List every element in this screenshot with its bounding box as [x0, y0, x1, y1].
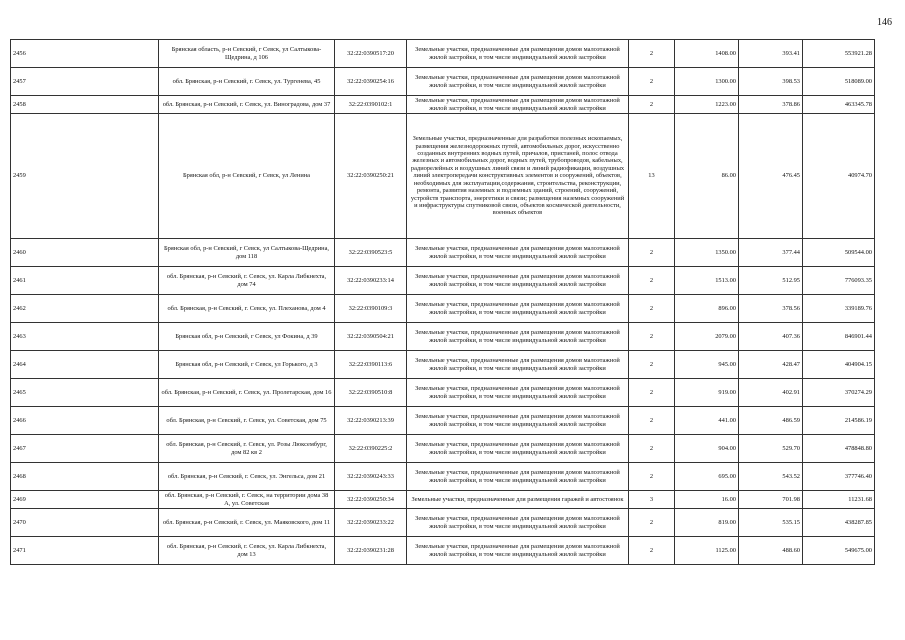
area-cell: 86.00 [675, 114, 739, 239]
area-cell: 16.00 [675, 491, 739, 509]
address-cell: обл. Брянская, р-н Севский, г. Севск, ул. Карла Либкнехта, дом 74 [159, 267, 335, 295]
unit-value-cell: 378.86 [739, 96, 803, 114]
unit-value-cell: 486.59 [739, 407, 803, 435]
land-use-purpose-cell: Земельные участки, предназначенные для размещения домов малоэтажной жилой застройки, в том числе индивидуальной жилой застройки [407, 463, 629, 491]
cadastral-number-cell: 32:22:0390510:8 [335, 379, 407, 407]
unit-value-cell: 529.70 [739, 435, 803, 463]
address-cell: обл. Брянская, р-н Севский, г. Севск, ул. Пролетарская, дом 16 [159, 379, 335, 407]
cadastral-value-cell: 463345.78 [803, 96, 875, 114]
table-row [11, 114, 875, 239]
table-row [11, 295, 875, 323]
area-cell: 2079.00 [675, 323, 739, 351]
unit-value-cell: 488.60 [739, 537, 803, 565]
table-row [11, 491, 875, 509]
use-type-code-cell: 2 [629, 96, 675, 114]
table-row [11, 239, 875, 267]
area-cell: 819.00 [675, 509, 739, 537]
row-number-cell: 2469 [11, 491, 159, 509]
table-row [11, 463, 875, 491]
cadastral-number-cell: 32:22:0390250:34 [335, 491, 407, 509]
use-type-code-cell: 3 [629, 491, 675, 509]
land-use-purpose-cell: Земельные участки, предназначенные для размещения домов малоэтажной жилой застройки, в том числе индивидуальной жилой застройки [407, 407, 629, 435]
address-cell: обл. Брянская, р-н Севский, г. Севск, ул. Карла Либкнехта, дом 13 [159, 537, 335, 565]
row-number-cell: 2467 [11, 435, 159, 463]
unit-value-cell: 378.56 [739, 295, 803, 323]
land-registry-table [10, 39, 875, 565]
address-cell: обл. Брянская, р-н Севский, г. Севск, ул. Виноградова, дом 37 [159, 96, 335, 114]
cadastral-number-cell: 32:22:0390109:3 [335, 295, 407, 323]
cadastral-value-cell: 11231.68 [803, 491, 875, 509]
area-cell: 441.00 [675, 407, 739, 435]
unit-value-cell: 407.36 [739, 323, 803, 351]
row-number-cell: 2456 [11, 40, 159, 68]
cadastral-number-cell: 32:22:0390231:28 [335, 537, 407, 565]
cadastral-value-cell: 846901.44 [803, 323, 875, 351]
table-row [11, 435, 875, 463]
area-cell: 1125.00 [675, 537, 739, 565]
unit-value-cell: 398.53 [739, 68, 803, 96]
area-cell: 1408.00 [675, 40, 739, 68]
cadastral-value-cell: 478848.80 [803, 435, 875, 463]
use-type-code-cell: 13 [629, 114, 675, 239]
row-number-cell: 2457 [11, 68, 159, 96]
row-number-cell: 2463 [11, 323, 159, 351]
cadastral-value-cell: 404904.15 [803, 351, 875, 379]
use-type-code-cell: 2 [629, 40, 675, 68]
area-cell: 1513.00 [675, 267, 739, 295]
table-row [11, 509, 875, 537]
land-use-purpose-cell: Земельные участки, предназначенные для размещения домов малоэтажной жилой застройки, в том числе индивидуальной жилой застройки [407, 509, 629, 537]
cadastral-number-cell: 32:22:0390102:1 [335, 96, 407, 114]
row-number-cell: 2470 [11, 509, 159, 537]
row-number-cell: 2471 [11, 537, 159, 565]
address-cell: обл. Брянская, р-н Севский, г. Севск, ул. Плеханова, дом 4 [159, 295, 335, 323]
cadastral-number-cell: 32:22:0390225:2 [335, 435, 407, 463]
row-number-cell: 2460 [11, 239, 159, 267]
land-use-purpose-cell: Земельные участки, предназначенные для размещения домов малоэтажной жилой застройки, в том числе индивидуальной жилой застройки [407, 40, 629, 68]
cadastral-number-cell: 32:22:0390233:22 [335, 509, 407, 537]
cadastral-number-cell: 32:22:0390504:21 [335, 323, 407, 351]
address-cell: обл. Брянская, р-н Севский, г. Севск, на территории дома 38 А, ул. Советская [159, 491, 335, 509]
area-cell: 1300.00 [675, 68, 739, 96]
row-number-cell: 2458 [11, 96, 159, 114]
cadastral-value-cell: 377746.40 [803, 463, 875, 491]
area-cell: 945.00 [675, 351, 739, 379]
row-number-cell: 2465 [11, 379, 159, 407]
cadastral-value-cell: 518089.00 [803, 68, 875, 96]
use-type-code-cell: 2 [629, 323, 675, 351]
cadastral-value-cell: 509544.00 [803, 239, 875, 267]
land-use-purpose-cell: Земельные участки, предназначенные для размещения домов малоэтажной жилой застройки, в том числе индивидуальной жилой застройки [407, 267, 629, 295]
unit-value-cell: 377.44 [739, 239, 803, 267]
land-use-purpose-cell: Земельные участки, предназначенные для размещения домов малоэтажной жилой застройки, в том числе индивидуальной жилой застройки [407, 68, 629, 96]
cadastral-number-cell: 32:22:0390250:21 [335, 114, 407, 239]
use-type-code-cell: 2 [629, 68, 675, 96]
use-type-code-cell: 2 [629, 351, 675, 379]
unit-value-cell: 543.52 [739, 463, 803, 491]
use-type-code-cell: 2 [629, 537, 675, 565]
cadastral-number-cell: 32:22:0390254:16 [335, 68, 407, 96]
address-cell: обл. Брянская, р-н Севский, г. Севск, ул. Энгельса, дом 21 [159, 463, 335, 491]
address-cell: Брянская обл, р-н Севский, г Севск, ул Горького, д 3 [159, 351, 335, 379]
unit-value-cell: 535.15 [739, 509, 803, 537]
cadastral-value-cell: 549675.00 [803, 537, 875, 565]
table-row [11, 267, 875, 295]
cadastral-value-cell: 40974.70 [803, 114, 875, 239]
row-number-cell: 2462 [11, 295, 159, 323]
address-cell: обл. Брянская, р-н Севский, г. Севск, ул. Розы Люксембург, дом 82 кв 2 [159, 435, 335, 463]
page-number: 146 [877, 17, 892, 28]
cadastral-number-cell: 32:22:0390517:20 [335, 40, 407, 68]
table-row [11, 96, 875, 114]
use-type-code-cell: 2 [629, 463, 675, 491]
cadastral-number-cell: 32:22:0390233:14 [335, 267, 407, 295]
land-use-purpose-cell: Земельные участки, предназначенные для размещения домов малоэтажной жилой застройки, в том числе индивидуальной жилой застройки [407, 96, 629, 114]
address-cell: обл. Брянская, р-н Севский, г. Севск, ул. Советская, дом 75 [159, 407, 335, 435]
address-cell: Брянская обл, р-н Севский, г Севск, ул Фокина, д 39 [159, 323, 335, 351]
table-row [11, 68, 875, 96]
area-cell: 695.00 [675, 463, 739, 491]
unit-value-cell: 476.45 [739, 114, 803, 239]
cadastral-value-cell: 214586.19 [803, 407, 875, 435]
table-row [11, 323, 875, 351]
land-use-purpose-cell: Земельные участки, предназначенные для размещения домов малоэтажной жилой застройки, в том числе индивидуальной жилой застройки [407, 295, 629, 323]
land-use-purpose-cell: Земельные участки, предназначенные для размещения домов малоэтажной жилой застройки, в том числе индивидуальной жилой застройки [407, 435, 629, 463]
row-number-cell: 2468 [11, 463, 159, 491]
use-type-code-cell: 2 [629, 509, 675, 537]
address-cell: обл. Брянская, р-н Севский, г. Севск, ул. Маяковского, дом 11 [159, 509, 335, 537]
row-number-cell: 2466 [11, 407, 159, 435]
unit-value-cell: 428.47 [739, 351, 803, 379]
land-use-purpose-cell: Земельные участки, предназначенные для размещения домов малоэтажной жилой застройки, в том числе индивидуальной жилой застройки [407, 537, 629, 565]
unit-value-cell: 402.91 [739, 379, 803, 407]
use-type-code-cell: 2 [629, 379, 675, 407]
cadastral-value-cell: 776093.35 [803, 267, 875, 295]
table-row [11, 379, 875, 407]
unit-value-cell: 393.41 [739, 40, 803, 68]
cadastral-number-cell: 32:22:0390213:39 [335, 407, 407, 435]
row-number-cell: 2461 [11, 267, 159, 295]
cadastral-value-cell: 339189.76 [803, 295, 875, 323]
table-row [11, 40, 875, 68]
cadastral-number-cell: 32:22:0390523:5 [335, 239, 407, 267]
area-cell: 904.00 [675, 435, 739, 463]
land-use-purpose-cell: Земельные участки, предназначенные для разработки полезных ископаемых, размещения железнодорожных путей, автомобильных дорог, искусственно созданных внутренних водных путей, причалов, пристаней, полос отвода железных и автомобильных дорог, водных путей, трубопроводов, кабельных, радиорелейных и воздушных линий связи и линий радиофикации, воздушных линий электропередачи конструктивных элементов и сооружений, объектов, необходимых для эксплуатации,содержания, строительства, реконструкции, ремонта, развития наземных и подземных зданий, строений, сооружений, устройств транспорта, энергетики и связи; размещения наземных сооружений и инфраструктуры спутниковой связи, объектов космической деятельности, военных объектов [407, 114, 629, 239]
use-type-code-cell: 2 [629, 267, 675, 295]
table-row [11, 537, 875, 565]
area-cell: 1350.00 [675, 239, 739, 267]
table-row [11, 351, 875, 379]
address-cell: Брянская обл, р-н Севский, г Севск, ул Ленина [159, 114, 335, 239]
cadastral-number-cell: 32:22:0390243:33 [335, 463, 407, 491]
table-row [11, 407, 875, 435]
row-number-cell: 2459 [11, 114, 159, 239]
address-cell: обл. Брянская, р-н Севский, г. Севск, ул. Тургенева, 45 [159, 68, 335, 96]
use-type-code-cell: 2 [629, 295, 675, 323]
cadastral-value-cell: 553921.28 [803, 40, 875, 68]
use-type-code-cell: 2 [629, 407, 675, 435]
area-cell: 896.00 [675, 295, 739, 323]
land-use-purpose-cell: Земельные участки, предназначенные для размещения гаражей и автостоянок [407, 491, 629, 509]
table-body [11, 40, 875, 565]
address-cell: Брянская область, р-н Севский, г Севск, ул Салтыкова-Щедрина, д 106 [159, 40, 335, 68]
use-type-code-cell: 2 [629, 239, 675, 267]
unit-value-cell: 701.98 [739, 491, 803, 509]
address-cell: Брянская обл, р-н Севский, г Севск, ул Салтыкова-Щедрина, дом 118 [159, 239, 335, 267]
land-use-purpose-cell: Земельные участки, предназначенные для размещения домов малоэтажной жилой застройки, в том числе индивидуальной жилой застройки [407, 351, 629, 379]
cadastral-value-cell: 438287.85 [803, 509, 875, 537]
land-use-purpose-cell: Земельные участки, предназначенные для размещения домов малоэтажной жилой застройки, в том числе индивидуальной жилой застройки [407, 379, 629, 407]
use-type-code-cell: 2 [629, 435, 675, 463]
unit-value-cell: 512.95 [739, 267, 803, 295]
area-cell: 919.00 [675, 379, 739, 407]
land-use-purpose-cell: Земельные участки, предназначенные для размещения домов малоэтажной жилой застройки, в том числе индивидуальной жилой застройки [407, 239, 629, 267]
cadastral-value-cell: 370274.29 [803, 379, 875, 407]
row-number-cell: 2464 [11, 351, 159, 379]
cadastral-number-cell: 32:22:0390113:6 [335, 351, 407, 379]
area-cell: 1223.00 [675, 96, 739, 114]
land-use-purpose-cell: Земельные участки, предназначенные для размещения домов малоэтажной жилой застройки, в том числе индивидуальной жилой застройки [407, 323, 629, 351]
